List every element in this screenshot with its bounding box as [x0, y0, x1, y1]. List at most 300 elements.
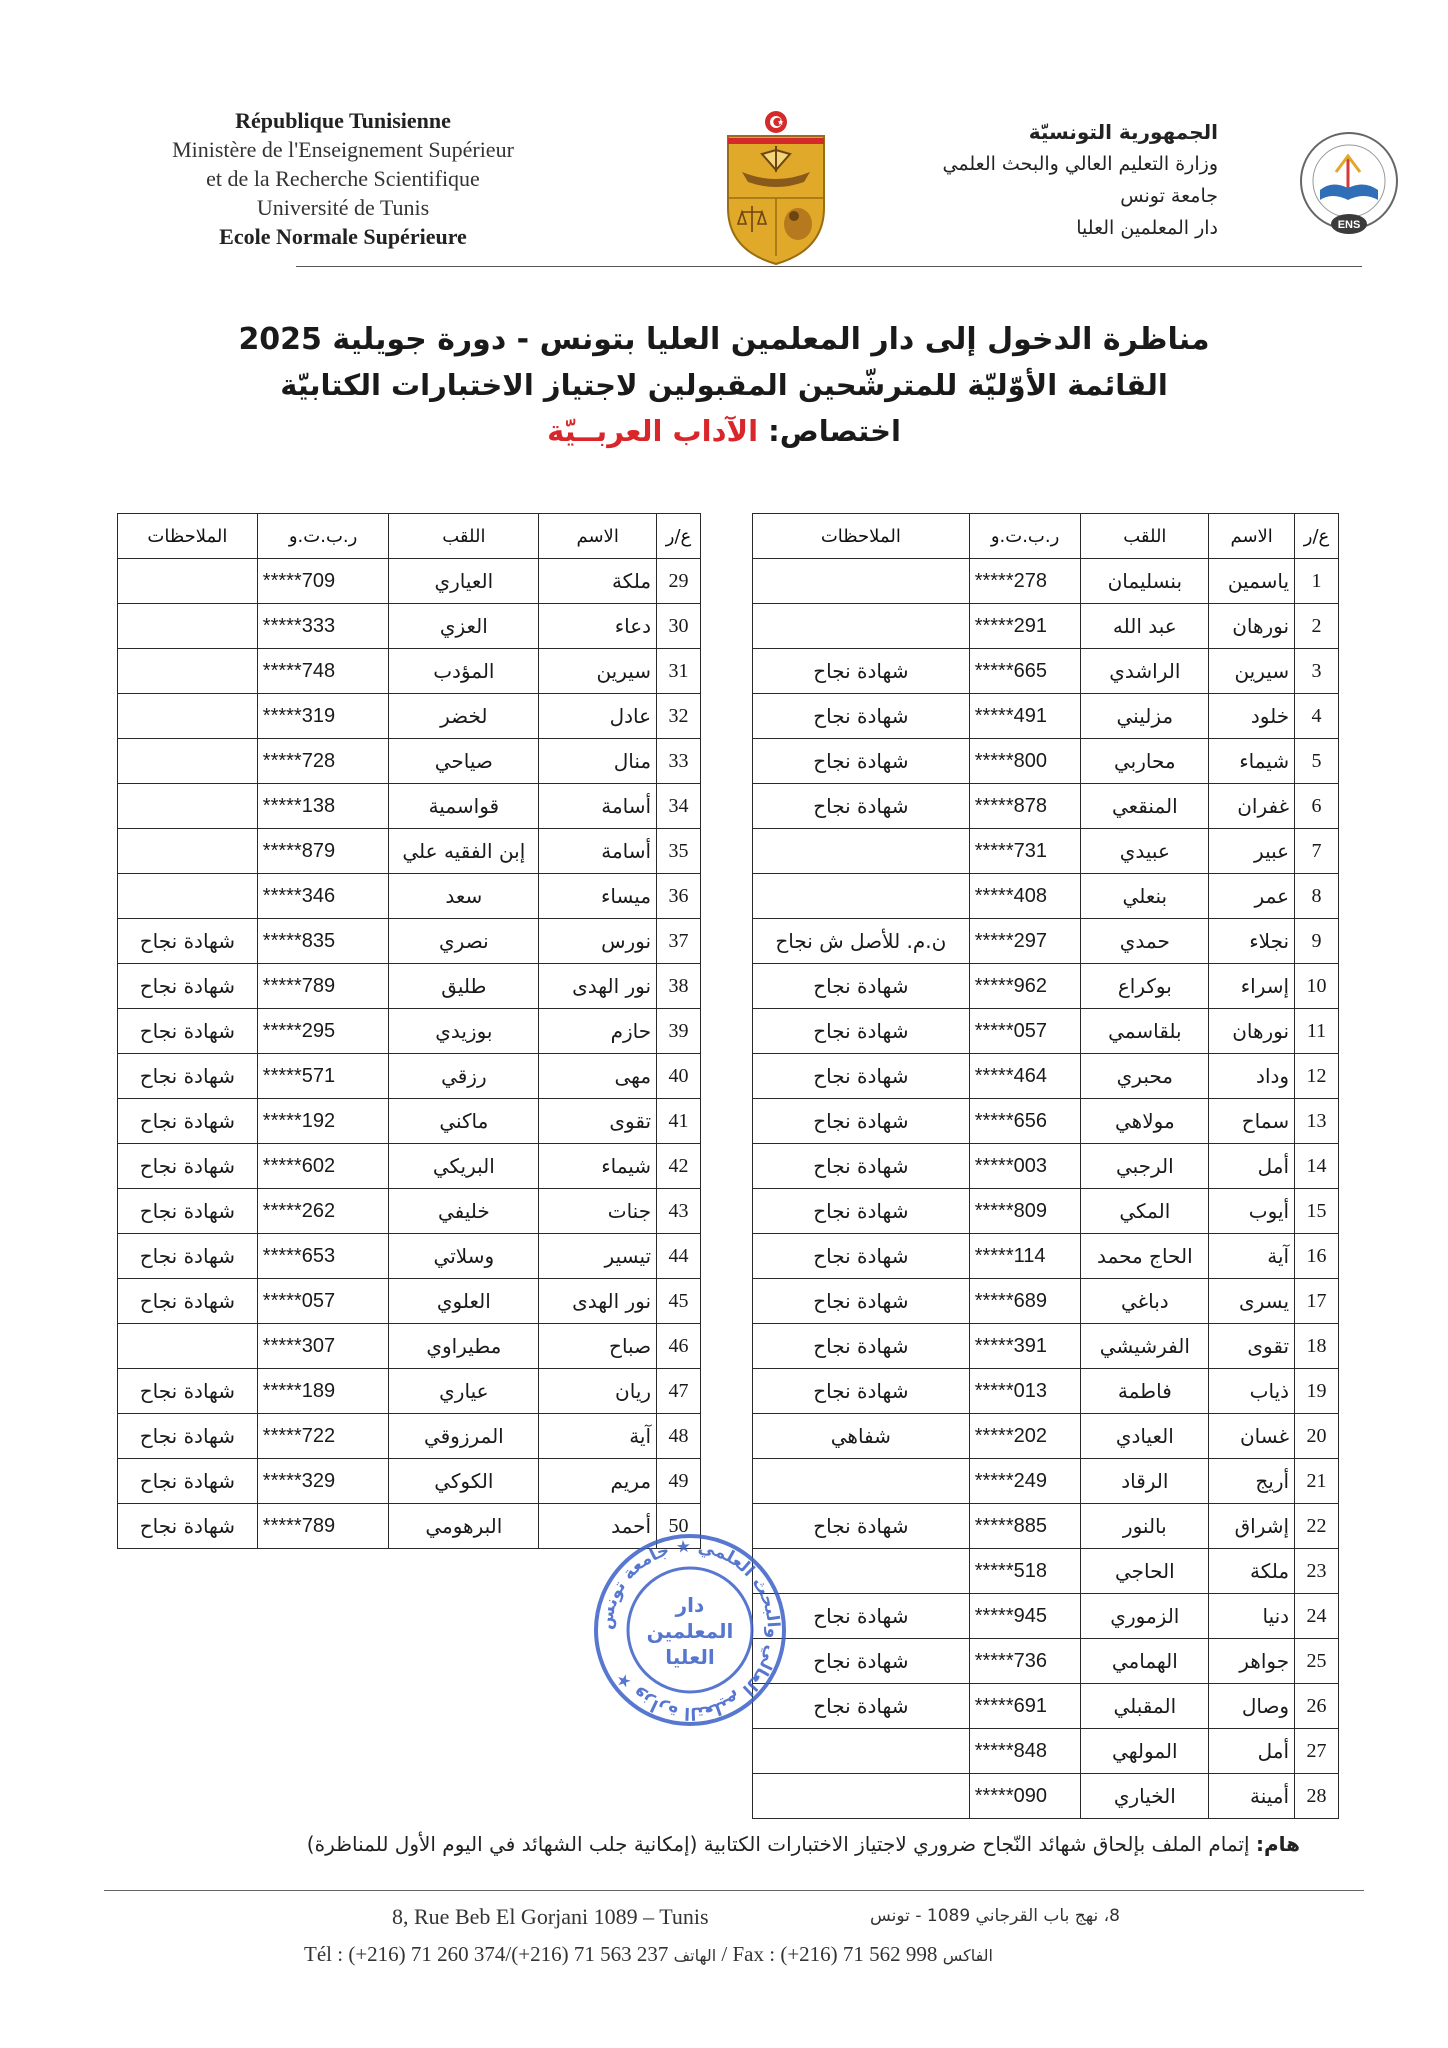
row-id: *****346 [257, 874, 389, 919]
row-number: 11 [1295, 1009, 1339, 1054]
row-first-name: تقوى [539, 1099, 657, 1144]
table-row [753, 1189, 1339, 1234]
row-first-name: صباح [539, 1324, 657, 1369]
row-number: 40 [657, 1054, 701, 1099]
row-note [753, 604, 970, 649]
row-number: 21 [1295, 1459, 1339, 1504]
row-first-name: سيرين [1209, 649, 1295, 694]
table-row [753, 829, 1339, 874]
stamp-ring-text: وزارة التعليم العالي والبحث العلمي ★ جامعة تونس ★ [596, 1536, 784, 1724]
table-row [753, 559, 1339, 604]
footer-tel-label: Tél : [304, 1942, 344, 1966]
ens-logo-text: ENS [1337, 219, 1361, 231]
table-row [118, 1459, 701, 1504]
row-last-name: وسلاتي [389, 1234, 539, 1279]
row-id: *****689 [969, 1279, 1081, 1324]
row-id: *****518 [969, 1549, 1081, 1594]
row-note [118, 604, 258, 649]
row-note [118, 649, 258, 694]
row-last-name: قواسمية [389, 784, 539, 829]
ens-logo-icon [1296, 128, 1402, 246]
header-french-block [128, 106, 558, 251]
row-note: شهادة نجاح [118, 1054, 258, 1099]
row-note: شهادة نجاح [118, 1144, 258, 1189]
row-id: *****835 [257, 919, 389, 964]
row-first-name: نور الهدى [539, 1279, 657, 1324]
header-divider [296, 266, 1362, 267]
row-id: *****295 [257, 1009, 389, 1054]
row-last-name: المقبلي [1081, 1684, 1209, 1729]
row-id: *****656 [969, 1099, 1081, 1144]
stamp-center-line2: المعلمين [646, 1619, 734, 1643]
table-row [753, 1504, 1339, 1549]
row-last-name: بنعلي [1081, 874, 1209, 919]
row-note: شهادة نجاح [118, 1234, 258, 1279]
row-note [753, 829, 970, 874]
row-first-name: نجلاء [1209, 919, 1295, 964]
row-first-name: دنيا [1209, 1594, 1295, 1639]
table-row [753, 1729, 1339, 1774]
row-first-name: أحمد [539, 1504, 657, 1549]
table-row [118, 739, 701, 784]
row-id: *****731 [969, 829, 1081, 874]
table-row [753, 1639, 1339, 1684]
row-last-name: مطيراوي [389, 1324, 539, 1369]
row-id: *****962 [969, 964, 1081, 1009]
row-note: شهادة نجاح [118, 964, 258, 1009]
row-last-name: المؤدب [389, 649, 539, 694]
row-last-name: لخضر [389, 694, 539, 739]
row-first-name: أمينة [1209, 1774, 1295, 1819]
row-id: *****114 [969, 1234, 1081, 1279]
row-last-name: البرهومي [389, 1504, 539, 1549]
header-country-fr: République Tunisienne [235, 108, 451, 133]
row-first-name: أمل [1209, 1729, 1295, 1774]
row-note [118, 694, 258, 739]
official-stamp [590, 1530, 790, 1730]
row-id: *****571 [257, 1054, 389, 1099]
row-note: شهادة نجاح [753, 1189, 970, 1234]
specialty-name: الآداب العربــيّة [547, 414, 759, 448]
row-first-name: مهى [539, 1054, 657, 1099]
table-row [753, 1369, 1339, 1414]
table-row [753, 1684, 1339, 1729]
header-ministry-fr-2: et de la Recherche Scientifique [206, 166, 480, 191]
row-note [753, 1459, 970, 1504]
row-first-name: سماح [1209, 1099, 1295, 1144]
row-number: 29 [657, 559, 701, 604]
row-id: *****278 [969, 559, 1081, 604]
row-number: 1 [1295, 559, 1339, 604]
row-id: *****297 [969, 919, 1081, 964]
header-arabic-block [918, 116, 1218, 244]
row-number: 50 [657, 1504, 701, 1549]
row-id: *****736 [969, 1639, 1081, 1684]
tunisia-coat-of-arms-icon [722, 108, 830, 268]
header-country-ar: الجمهورية التونسيّة [1028, 120, 1218, 144]
col-last-name-header: اللقب [1081, 514, 1209, 559]
row-first-name: تيسير [539, 1234, 657, 1279]
table-row [118, 1144, 701, 1189]
row-first-name: ملكة [539, 559, 657, 604]
row-number: 5 [1295, 739, 1339, 784]
row-last-name: الرقاد [1081, 1459, 1209, 1504]
document-subtitle: القائمة الأوّليّة للمترشّحين المقبولين لاجتياز الاختبارات الكتابيّة [280, 368, 1168, 402]
row-number: 42 [657, 1144, 701, 1189]
row-first-name: جواهر [1209, 1639, 1295, 1684]
row-number: 9 [1295, 919, 1339, 964]
row-note: شهادة نجاح [753, 1144, 970, 1189]
row-id: *****192 [257, 1099, 389, 1144]
row-number: 22 [1295, 1504, 1339, 1549]
row-last-name: العزي [389, 604, 539, 649]
row-number: 3 [1295, 649, 1339, 694]
row-first-name: عبير [1209, 829, 1295, 874]
row-note [118, 1324, 258, 1369]
table-row [753, 649, 1339, 694]
row-first-name: أيوب [1209, 1189, 1295, 1234]
table-row [753, 1459, 1339, 1504]
row-first-name: يسرى [1209, 1279, 1295, 1324]
footer-divider [104, 1890, 1364, 1891]
row-first-name: غفران [1209, 784, 1295, 829]
table-row [753, 1414, 1339, 1459]
row-id: *****945 [969, 1594, 1081, 1639]
table-row [753, 694, 1339, 739]
row-number: 49 [657, 1459, 701, 1504]
header-school-fr: Ecole Normale Supérieure [219, 224, 467, 249]
row-last-name: المكي [1081, 1189, 1209, 1234]
row-first-name: آية [539, 1414, 657, 1459]
row-number: 32 [657, 694, 701, 739]
table-row [118, 604, 701, 649]
row-note: شهادة نجاح [753, 1279, 970, 1324]
table-header-row [118, 514, 701, 559]
row-last-name: بوزيدي [389, 1009, 539, 1054]
col-id-header: ر.ب.ت.و [257, 514, 389, 559]
header-school-ar: دار المعلمين العليا [1076, 217, 1218, 239]
row-first-name: أسامة [539, 784, 657, 829]
row-id: *****491 [969, 694, 1081, 739]
row-id: *****057 [257, 1279, 389, 1324]
row-number: 8 [1295, 874, 1339, 919]
row-first-name: عادل [539, 694, 657, 739]
row-last-name: بنسليمان [1081, 559, 1209, 604]
table-row [118, 1414, 701, 1459]
row-first-name: أمل [1209, 1144, 1295, 1189]
row-last-name: فاطمة [1081, 1369, 1209, 1414]
row-note: شهادة نجاح [753, 1504, 970, 1549]
row-last-name: مزليني [1081, 694, 1209, 739]
specialty-label: اختصاص: [768, 414, 901, 448]
header-university-fr: Université de Tunis [256, 195, 430, 220]
row-last-name: المرزوقي [389, 1414, 539, 1459]
table-row [118, 1279, 701, 1324]
row-note [753, 1729, 970, 1774]
row-note: شهادة نجاح [753, 649, 970, 694]
table-row [118, 1099, 701, 1144]
row-last-name: بالنور [1081, 1504, 1209, 1549]
table-row [118, 964, 701, 1009]
table-row [753, 784, 1339, 829]
table-row [753, 1054, 1339, 1099]
row-first-name: أسامة [539, 829, 657, 874]
row-last-name: الرجبي [1081, 1144, 1209, 1189]
row-id: *****602 [257, 1144, 389, 1189]
row-note [118, 874, 258, 919]
row-note [118, 784, 258, 829]
row-last-name: الخياري [1081, 1774, 1209, 1819]
row-id: *****013 [969, 1369, 1081, 1414]
footer-contact [304, 1942, 1144, 1967]
row-number: 13 [1295, 1099, 1339, 1144]
row-note: شهادة نجاح [753, 784, 970, 829]
row-note: شهادة نجاح [118, 1414, 258, 1459]
table-row [753, 964, 1339, 1009]
row-note: شفاهي [753, 1414, 970, 1459]
row-last-name: الكوكي [389, 1459, 539, 1504]
header-ministry-fr-1: Ministère de l'Enseignement Supérieur [172, 137, 514, 162]
row-id: *****333 [257, 604, 389, 649]
row-note: شهادة نجاح [753, 1099, 970, 1144]
row-last-name: عياري [389, 1369, 539, 1414]
row-note: شهادة نجاح [753, 1054, 970, 1099]
row-last-name: المولهي [1081, 1729, 1209, 1774]
important-note-text: إتمام الملف بإلحاق شهائد النّجاح ضروري لاجتياز الاختبارات الكتابية (إمكانية جلب الشهائد في اليوم الأول للمناظرة) [306, 1832, 1250, 1856]
row-number: 35 [657, 829, 701, 874]
row-note: شهادة نجاح [118, 1279, 258, 1324]
row-note: شهادة نجاح [118, 1504, 258, 1549]
table-header-row [753, 514, 1339, 559]
important-note [150, 1832, 1300, 1856]
row-id: *****878 [969, 784, 1081, 829]
table-row [118, 694, 701, 739]
row-last-name: نصري [389, 919, 539, 964]
row-note [753, 874, 970, 919]
row-id: *****291 [969, 604, 1081, 649]
row-id: *****748 [257, 649, 389, 694]
row-number: 12 [1295, 1054, 1339, 1099]
stamp-center-line1: دار [675, 1593, 705, 1617]
row-number: 27 [1295, 1729, 1339, 1774]
col-num-header: ع/ر [1295, 514, 1339, 559]
row-last-name: صياحي [389, 739, 539, 784]
row-last-name: حمدي [1081, 919, 1209, 964]
row-id: *****691 [969, 1684, 1081, 1729]
footer-fax-label: / Fax : [721, 1942, 776, 1966]
row-first-name: نورس [539, 919, 657, 964]
row-first-name: عمر [1209, 874, 1295, 919]
row-note: شهادة نجاح [753, 1594, 970, 1639]
row-id: *****003 [969, 1144, 1081, 1189]
row-note: شهادة نجاح [753, 1324, 970, 1369]
row-note: شهادة نجاح [753, 1684, 970, 1729]
row-number: 4 [1295, 694, 1339, 739]
row-note: شهادة نجاح [753, 1009, 970, 1054]
table-body [118, 559, 701, 1549]
row-note [753, 1774, 970, 1819]
table-row [118, 1234, 701, 1279]
table-row [118, 1054, 701, 1099]
row-id: *****262 [257, 1189, 389, 1234]
col-id-header: ر.ب.ت.و [969, 514, 1081, 559]
row-first-name: مريم [539, 1459, 657, 1504]
row-first-name: وصال [1209, 1684, 1295, 1729]
row-first-name: دعاء [539, 604, 657, 649]
row-number: 36 [657, 874, 701, 919]
table-row [753, 1234, 1339, 1279]
row-last-name: العياري [389, 559, 539, 604]
row-first-name: جنات [539, 1189, 657, 1234]
row-note: شهادة نجاح [753, 739, 970, 784]
row-id: *****202 [969, 1414, 1081, 1459]
specialty-line [160, 414, 1288, 448]
row-note [118, 739, 258, 784]
row-number: 41 [657, 1099, 701, 1144]
row-number: 31 [657, 649, 701, 694]
row-id: *****090 [969, 1774, 1081, 1819]
row-id: *****789 [257, 1504, 389, 1549]
row-number: 37 [657, 919, 701, 964]
row-id: *****709 [257, 559, 389, 604]
row-first-name: حازم [539, 1009, 657, 1054]
row-number: 38 [657, 964, 701, 1009]
row-id: *****319 [257, 694, 389, 739]
row-last-name: سعد [389, 874, 539, 919]
row-id: *****728 [257, 739, 389, 784]
row-last-name: بوكراع [1081, 964, 1209, 1009]
table-row [753, 604, 1339, 649]
row-id: *****391 [969, 1324, 1081, 1369]
row-note: شهادة نجاح [753, 1369, 970, 1414]
col-first-name-header: الاسم [539, 514, 657, 559]
row-number: 18 [1295, 1324, 1339, 1369]
row-number: 28 [1295, 1774, 1339, 1819]
header-university-ar: جامعة تونس [1120, 185, 1218, 207]
row-first-name: ذياب [1209, 1369, 1295, 1414]
table-row [118, 874, 701, 919]
footer-address-fr: 8, Rue Beb El Gorjani 1089 – Tunis [392, 1904, 709, 1929]
row-id: *****307 [257, 1324, 389, 1369]
row-first-name: شيماء [539, 1144, 657, 1189]
row-number: 2 [1295, 604, 1339, 649]
row-note: ن.م. للأصل ش نجاح [753, 919, 970, 964]
table-row [753, 1549, 1339, 1594]
row-number: 30 [657, 604, 701, 649]
row-number: 24 [1295, 1594, 1339, 1639]
stamp-center-line3: العليا [665, 1645, 715, 1669]
table-row [753, 1099, 1339, 1144]
footer-fax-number: (+216) 71 562 998 [780, 1942, 938, 1966]
col-last-name-header: اللقب [389, 514, 539, 559]
table-row [753, 1009, 1339, 1054]
footer-fax-label-ar: الفاكس [942, 1946, 993, 1965]
row-number: 43 [657, 1189, 701, 1234]
table-row [753, 1594, 1339, 1639]
row-last-name: مولاهي [1081, 1099, 1209, 1144]
col-num-header: ع/ر [657, 514, 701, 559]
row-id: *****665 [969, 649, 1081, 694]
row-number: 20 [1295, 1414, 1339, 1459]
row-last-name: عبد الله [1081, 604, 1209, 649]
row-last-name: دباغي [1081, 1279, 1209, 1324]
row-note: شهادة نجاح [753, 1639, 970, 1684]
row-first-name: أريج [1209, 1459, 1295, 1504]
row-id: *****848 [969, 1729, 1081, 1774]
row-first-name: ياسمين [1209, 559, 1295, 604]
row-first-name: ميساء [539, 874, 657, 919]
candidates-table-left [117, 513, 701, 1549]
table-row [753, 1324, 1339, 1369]
row-last-name: الهمامي [1081, 1639, 1209, 1684]
row-last-name: خليفي [389, 1189, 539, 1234]
col-notes-header: الملاحظات [118, 514, 258, 559]
row-note: شهادة نجاح [753, 694, 970, 739]
row-last-name: طليق [389, 964, 539, 1009]
table-row [118, 649, 701, 694]
row-first-name: نورهان [1209, 604, 1295, 649]
row-id: *****885 [969, 1504, 1081, 1549]
row-last-name: الحاج محمد [1081, 1234, 1209, 1279]
row-last-name: الراشدي [1081, 649, 1209, 694]
important-note-label: هام: [1255, 1832, 1300, 1856]
row-id: *****809 [969, 1189, 1081, 1234]
row-last-name: المنقعي [1081, 784, 1209, 829]
row-first-name: آية [1209, 1234, 1295, 1279]
row-last-name: بلقاسمي [1081, 1009, 1209, 1054]
row-note [753, 559, 970, 604]
footer-tel-numbers: (+216) 71 260 374/(+216) 71 563 237 [348, 1942, 669, 1966]
table-row [118, 1009, 701, 1054]
row-first-name: نور الهدى [539, 964, 657, 1009]
header-ministry-ar: وزارة التعليم العالي والبحث العلمي [942, 153, 1218, 175]
table-row [118, 784, 701, 829]
row-last-name: العيادي [1081, 1414, 1209, 1459]
row-first-name: سيرين [539, 649, 657, 694]
row-note: شهادة نجاح [118, 1099, 258, 1144]
table-row [753, 874, 1339, 919]
row-last-name: عبيدي [1081, 829, 1209, 874]
row-number: 33 [657, 739, 701, 784]
footer-tel-label-ar: الهاتف [673, 1946, 717, 1965]
row-first-name: تقوى [1209, 1324, 1295, 1369]
row-id: *****789 [257, 964, 389, 1009]
row-note: شهادة نجاح [118, 1009, 258, 1054]
row-number: 48 [657, 1414, 701, 1459]
row-number: 15 [1295, 1189, 1339, 1234]
row-number: 39 [657, 1009, 701, 1054]
table-body [753, 559, 1339, 1819]
row-first-name: نورهان [1209, 1009, 1295, 1054]
row-number: 46 [657, 1324, 701, 1369]
table-row [118, 1369, 701, 1414]
row-note: شهادة نجاح [753, 1234, 970, 1279]
row-last-name: محاربي [1081, 739, 1209, 784]
col-first-name-header: الاسم [1209, 514, 1295, 559]
row-number: 47 [657, 1369, 701, 1414]
row-number: 19 [1295, 1369, 1339, 1414]
row-note [118, 829, 258, 874]
row-last-name: الفرشيشي [1081, 1324, 1209, 1369]
row-last-name: رزقي [389, 1054, 539, 1099]
row-last-name: البريكي [389, 1144, 539, 1189]
row-first-name: وداد [1209, 1054, 1295, 1099]
row-number: 34 [657, 784, 701, 829]
row-first-name: منال [539, 739, 657, 784]
row-number: 10 [1295, 964, 1339, 1009]
candidates-table-right [752, 513, 1339, 1819]
row-last-name: العلوي [389, 1279, 539, 1324]
